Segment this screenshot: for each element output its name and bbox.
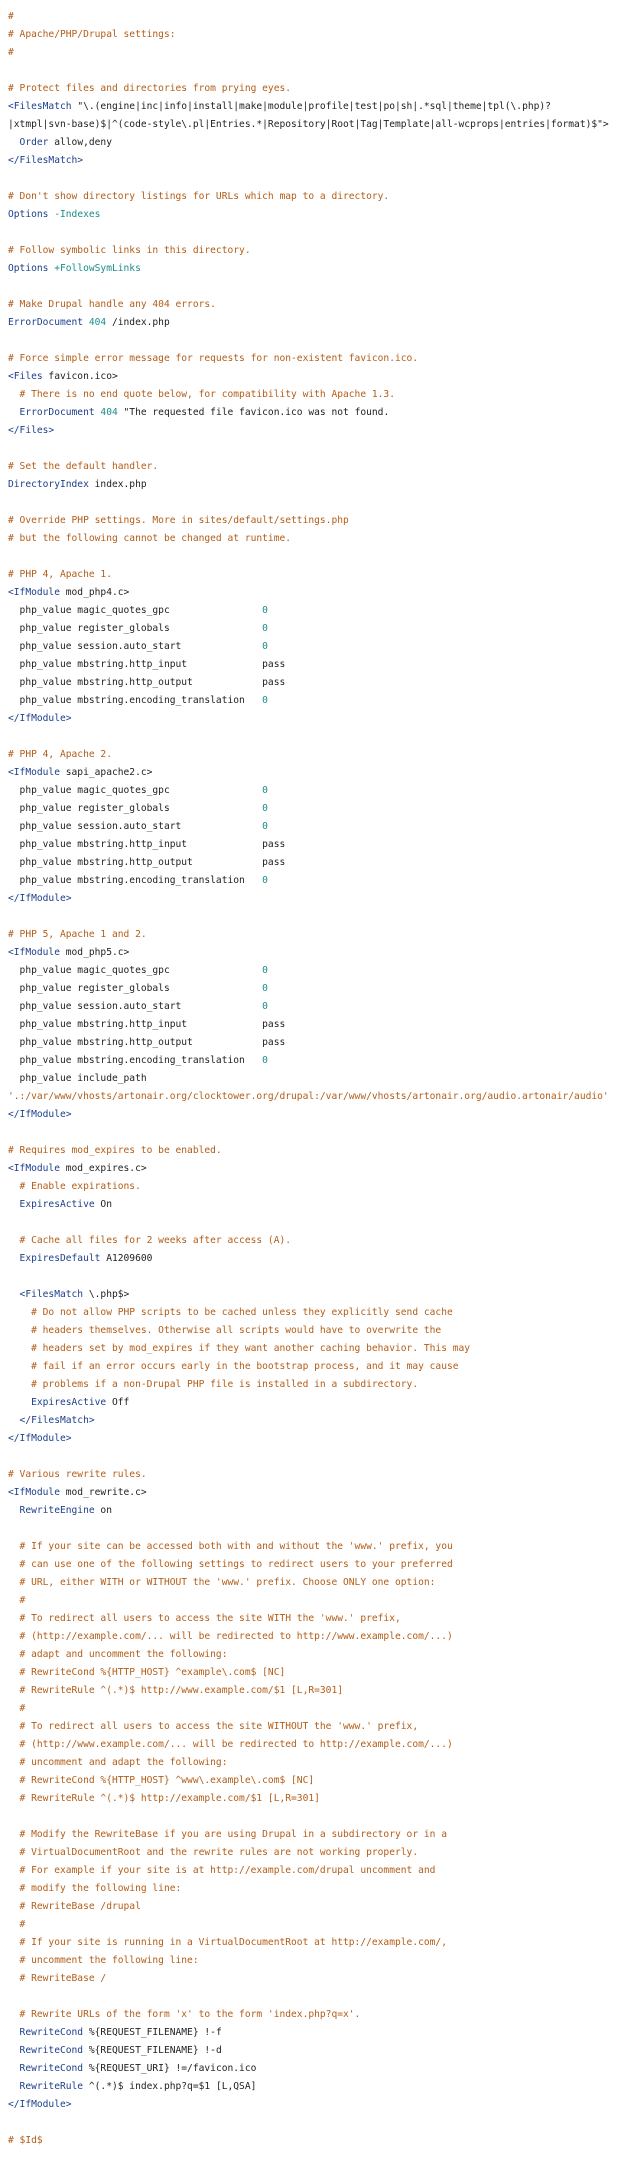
directive-keyword: </FilesMatch> — [8, 1415, 95, 1426]
code-line — [8, 1970, 638, 1988]
code-line — [8, 1916, 638, 1934]
code-line — [8, 1484, 638, 1502]
directive-keyword: </Files> — [8, 425, 55, 436]
comment-text: # There is no end quote below, for compatibility with Apache 1.3. — [8, 389, 395, 400]
code-line — [8, 1196, 638, 1214]
comment-text: # can use one of the following settings to redirect users to your preferred — [8, 1559, 453, 1570]
comment-text: # PHP 4, Apache 1. — [8, 569, 112, 580]
code-text: php_value magic_quotes_gpc — [8, 785, 263, 796]
comment-text: # adapt and uncomment the following: — [8, 1649, 228, 1660]
directive-keyword: <IfModule — [8, 1487, 60, 1498]
comment-text: # PHP 4, Apache 2. — [8, 749, 112, 760]
code-line — [8, 1898, 638, 1916]
code-line — [8, 2060, 638, 2078]
code-line — [8, 2006, 638, 2024]
directive-keyword: </IfModule> — [8, 1433, 72, 1444]
code-line — [8, 1106, 638, 1124]
code-text: php_value mbstring.http_output pass — [8, 857, 286, 868]
comment-text: # — [8, 1919, 26, 1930]
code-line — [8, 908, 638, 926]
code-line — [8, 872, 638, 890]
code-text: |xtmpl|svn-base)$|^(code-style\.pl|Entries.*|Repository|Root|Tag|Template|all-wcprops|entries|format)$"> — [8, 119, 609, 130]
code-line — [8, 530, 638, 548]
code-text: %{REQUEST_FILENAME} !-d — [83, 2045, 222, 2056]
directive-keyword: </FilesMatch> — [8, 155, 84, 166]
code-line — [8, 1610, 638, 1628]
comment-text: # Force simple error message for requests for non-existent favicon.ico. — [8, 353, 419, 364]
code-line — [8, 386, 638, 404]
code-line — [8, 1304, 638, 1322]
value-token: 0 — [262, 641, 268, 652]
htaccess-code-block — [8, 8, 638, 2150]
comment-text: # Cache all files for 2 weeks after access (A). — [8, 1235, 292, 1246]
code-text: sapi_apache2.c> — [59, 767, 153, 778]
code-line — [8, 1214, 638, 1232]
code-line — [8, 1250, 638, 1268]
directive-keyword: </IfModule> — [8, 2099, 72, 2110]
directive-keyword: RewriteCond — [8, 2045, 84, 2056]
comment-text: # RewriteCond %{HTTP_HOST} ^example\.com$ [NC] — [8, 1667, 286, 1678]
code-text: %{REQUEST_FILENAME} !-f — [83, 2027, 222, 2038]
code-text: mod_rewrite.c> — [59, 1487, 147, 1498]
code-line — [8, 1988, 638, 2006]
code-text: mod_expires.c> — [59, 1163, 147, 1174]
directive-keyword: Options — [8, 263, 49, 274]
code-line — [8, 2078, 638, 2096]
comment-text: # Apache/PHP/Drupal settings: — [8, 29, 176, 40]
code-line — [8, 2114, 638, 2132]
code-text: php_value session.auto_start — [8, 1001, 263, 1012]
comment-text: # Various rewrite rules. — [8, 1469, 147, 1480]
code-text: php_value mbstring.encoding_translation — [8, 695, 263, 706]
directive-keyword: <FilesMatch — [8, 1289, 84, 1300]
code-line — [8, 818, 638, 836]
value-token: 0 — [262, 983, 268, 994]
code-line — [8, 728, 638, 746]
directive-keyword: RewriteCond — [8, 2063, 84, 2074]
code-line — [8, 620, 638, 638]
comment-text: # RewriteCond %{HTTP_HOST} ^www\.example\.com$ [NC] — [8, 1775, 315, 1786]
code-text: php_value include_path — [8, 1073, 147, 1084]
code-line — [8, 1646, 638, 1664]
comment-text: # uncomment and adapt the following: — [8, 1757, 228, 1768]
directive-keyword: </IfModule> — [8, 893, 72, 904]
code-line — [8, 656, 638, 674]
directive-keyword: <IfModule — [8, 1163, 60, 1174]
code-line — [8, 1808, 638, 1826]
code-text: Off — [106, 1397, 130, 1408]
comment-text: # RewriteRule ^(.*)$ http://www.example.com/$1 [L,R=301] — [8, 1685, 344, 1696]
directive-keyword: <IfModule — [8, 767, 60, 778]
comment-text: # PHP 5, Apache 1 and 2. — [8, 929, 147, 940]
code-line — [8, 1124, 638, 1142]
code-line — [8, 8, 638, 26]
comment-text: '.:/var/www/vhosts/artonair.org/clocktower.org/drupal:/var/www/vhosts/artonair.org/audio.artonair/audio' — [8, 1091, 609, 1102]
comment-text: # If your site can be accessed both with and without the 'www.' prefix, you — [8, 1541, 453, 1552]
code-line — [8, 1754, 638, 1772]
code-line — [8, 1088, 638, 1106]
directive-keyword: <Files — [8, 371, 43, 382]
value-token: 0 — [262, 803, 268, 814]
code-line — [8, 2096, 638, 2114]
code-line — [8, 548, 638, 566]
directive-keyword: <IfModule — [8, 947, 60, 958]
code-line — [8, 710, 638, 728]
code-text: on — [94, 1505, 112, 1516]
comment-text: # headers set by mod_expires if they want another caching behavior. This may — [8, 1343, 471, 1354]
code-line — [8, 1448, 638, 1466]
comment-text: # Override PHP settings. More in sites/default/settings.php — [8, 515, 349, 526]
code-line — [8, 926, 638, 944]
code-line — [8, 170, 638, 188]
code-line — [8, 206, 638, 224]
comment-text: # $Id$ — [8, 2135, 43, 2146]
value-token: 0 — [262, 1001, 268, 1012]
code-line — [8, 566, 638, 584]
code-line — [8, 314, 638, 332]
code-line — [8, 1394, 638, 1412]
value-token: -Indexes — [48, 209, 101, 220]
value-token: +FollowSymLinks — [48, 263, 141, 274]
code-line — [8, 1502, 638, 1520]
code-text: php_value register_globals — [8, 983, 263, 994]
code-line — [8, 1034, 638, 1052]
code-line — [8, 962, 638, 980]
code-text: "The requested file favicon.ico was not found. — [117, 407, 390, 418]
code-line — [8, 2042, 638, 2060]
comment-text: # If your site is running in a VirtualDocumentRoot at http://example.com/, — [8, 1937, 447, 1948]
comment-text: # Do not allow PHP scripts to be cached unless they explicitly send cache — [8, 1307, 453, 1318]
code-text: php_value mbstring.http_input pass — [8, 659, 286, 670]
comment-text: # modify the following line: — [8, 1883, 182, 1894]
comment-text: # Enable expirations. — [8, 1181, 141, 1192]
code-line — [8, 98, 638, 116]
comment-text: # To redirect all users to access the site WITHOUT the 'www.' prefix, — [8, 1721, 419, 1732]
directive-keyword: Order — [8, 137, 49, 148]
value-token: 0 — [262, 785, 268, 796]
value-token: 0 — [262, 605, 268, 616]
code-line — [8, 764, 638, 782]
directive-keyword: </IfModule> — [8, 713, 72, 724]
code-line — [8, 404, 638, 422]
directive-keyword: RewriteEngine — [8, 1505, 95, 1516]
comment-text: # — [8, 47, 14, 58]
code-line — [8, 980, 638, 998]
code-line — [8, 260, 638, 278]
code-text: A1209600 — [100, 1253, 153, 1264]
code-text: favicon.ico> — [42, 371, 118, 382]
value-token: 0 — [262, 1055, 268, 1066]
directive-keyword: ErrorDocument — [8, 317, 84, 328]
code-line — [8, 1142, 638, 1160]
code-line — [8, 1322, 638, 1340]
code-line — [8, 2024, 638, 2042]
code-line — [8, 1412, 638, 1430]
code-line — [8, 1286, 638, 1304]
code-text: php_value mbstring.http_output pass — [8, 677, 286, 688]
comment-text: # (http://example.com/... will be redirected to http://www.example.com/...) — [8, 1631, 453, 1642]
value-token: 0 — [262, 965, 268, 976]
directive-keyword: ExpiresDefault — [8, 1253, 101, 1264]
comment-text: # Requires mod_expires to be enabled. — [8, 1145, 222, 1156]
code-line — [8, 458, 638, 476]
code-text: php_value mbstring.http_output pass — [8, 1037, 286, 1048]
code-line — [8, 152, 638, 170]
code-line — [8, 368, 638, 386]
code-line — [8, 1070, 638, 1088]
code-line — [8, 62, 638, 80]
code-line — [8, 494, 638, 512]
code-line — [8, 278, 638, 296]
value-token: 404 — [83, 317, 107, 328]
code-line — [8, 476, 638, 494]
code-line — [8, 1844, 638, 1862]
comment-text: # Modify the RewriteBase if you are using Drupal in a subdirectory or in a — [8, 1829, 447, 1840]
code-text: php_value magic_quotes_gpc — [8, 605, 263, 616]
code-line — [8, 1664, 638, 1682]
code-text: php_value magic_quotes_gpc — [8, 965, 263, 976]
code-line — [8, 224, 638, 242]
code-line — [8, 1772, 638, 1790]
code-text: mod_php4.c> — [59, 587, 130, 598]
comment-text: # Make Drupal handle any 404 errors. — [8, 299, 216, 310]
code-line — [8, 1016, 638, 1034]
code-line — [8, 674, 638, 692]
comment-text: # fail if an error occurs early in the bootstrap process, and it may cause — [8, 1361, 459, 1372]
code-text: ^(.*)$ index.php?q=$1 [L,QSA] — [83, 2081, 257, 2092]
code-text: php_value mbstring.http_input pass — [8, 839, 286, 850]
comment-text: # Rewrite URLs of the form 'x' to the form 'index.php?q=x'. — [8, 2009, 361, 2020]
comment-text: # RewriteBase /drupal — [8, 1901, 141, 1912]
comment-text: # Protect files and directories from prying eyes. — [8, 83, 292, 94]
comment-text: # uncomment the following line: — [8, 1955, 199, 1966]
code-text: allow,deny — [48, 137, 112, 148]
code-line — [8, 1538, 638, 1556]
code-text: php_value session.auto_start — [8, 641, 263, 652]
code-line — [8, 2132, 638, 2150]
code-text: php_value register_globals — [8, 623, 263, 634]
code-line — [8, 1178, 638, 1196]
code-line — [8, 890, 638, 908]
code-line — [8, 1160, 638, 1178]
code-line — [8, 692, 638, 710]
code-line — [8, 602, 638, 620]
comment-text: # Set the default handler. — [8, 461, 159, 472]
directive-keyword: </IfModule> — [8, 1109, 72, 1120]
code-text: %{REQUEST_URI} !=/favicon.ico — [83, 2063, 257, 2074]
value-token: 0 — [262, 875, 268, 886]
code-line — [8, 1862, 638, 1880]
code-text: \.php$> — [83, 1289, 130, 1300]
code-line — [8, 800, 638, 818]
code-line — [8, 1466, 638, 1484]
code-line — [8, 1376, 638, 1394]
code-line — [8, 1880, 638, 1898]
code-line — [8, 1556, 638, 1574]
code-line — [8, 854, 638, 872]
comment-text: # VirtualDocumentRoot and the rewrite rules are not working properly. — [8, 1847, 419, 1858]
code-text: php_value register_globals — [8, 803, 263, 814]
code-line — [8, 350, 638, 368]
code-line — [8, 1826, 638, 1844]
value-token: 0 — [262, 623, 268, 634]
code-line — [8, 836, 638, 854]
code-text: php_value mbstring.encoding_translation — [8, 875, 263, 886]
code-text: /index.php — [106, 317, 170, 328]
code-line — [8, 26, 638, 44]
code-line — [8, 944, 638, 962]
code-line — [8, 1934, 638, 1952]
code-line — [8, 422, 638, 440]
code-line — [8, 1628, 638, 1646]
code-text: On — [94, 1199, 112, 1210]
comment-text: # Don't show directory listings for URLs which map to a directory. — [8, 191, 390, 202]
code-line — [8, 1052, 638, 1070]
directive-keyword: ErrorDocument — [8, 407, 95, 418]
comment-text: # URL, either WITH or WITHOUT the 'www.' prefix. Choose ONLY one option: — [8, 1577, 436, 1588]
value-token: 404 — [94, 407, 118, 418]
directive-keyword: Options — [8, 209, 49, 220]
comment-text: # RewriteBase / — [8, 1973, 107, 1984]
code-line — [8, 1790, 638, 1808]
code-line — [8, 242, 638, 260]
code-line — [8, 638, 638, 656]
code-line — [8, 188, 638, 206]
code-line — [8, 584, 638, 602]
directive-keyword: DirectoryIndex — [8, 479, 89, 490]
code-line — [8, 746, 638, 764]
code-text: php_value session.auto_start — [8, 821, 263, 832]
code-text: php_value mbstring.http_input pass — [8, 1019, 286, 1030]
code-line — [8, 512, 638, 530]
directive-keyword: <IfModule — [8, 587, 60, 598]
code-line — [8, 1574, 638, 1592]
code-line — [8, 1682, 638, 1700]
code-text: php_value mbstring.encoding_translation — [8, 1055, 263, 1066]
code-line — [8, 1592, 638, 1610]
code-line — [8, 332, 638, 350]
code-line — [8, 134, 638, 152]
code-line — [8, 1736, 638, 1754]
comment-text: # — [8, 1703, 26, 1714]
code-line — [8, 782, 638, 800]
code-line — [8, 998, 638, 1016]
comment-text: # problems if a non-Drupal PHP file is installed in a subdirectory. — [8, 1379, 419, 1390]
value-token: 0 — [262, 695, 268, 706]
directive-keyword: RewriteRule — [8, 2081, 84, 2092]
code-line — [8, 1268, 638, 1286]
code-text: index.php — [88, 479, 147, 490]
code-line — [8, 1700, 638, 1718]
comment-text: # RewriteRule ^(.*)$ http://example.com/$1 [L,R=301] — [8, 1793, 320, 1804]
comment-text: # but the following cannot be changed at runtime. — [8, 533, 292, 544]
comment-text: # Follow symbolic links in this directory. — [8, 245, 251, 256]
code-line — [8, 1358, 638, 1376]
code-line — [8, 1340, 638, 1358]
code-line — [8, 1520, 638, 1538]
code-text: "\.(engine|inc|info|install|make|module|profile|test|po|sh|.*sql|theme|tpl(\.php)? — [71, 101, 551, 112]
code-line — [8, 296, 638, 314]
code-text: mod_php5.c> — [59, 947, 130, 958]
directive-keyword: ExpiresActive — [8, 1199, 95, 1210]
comment-text: # headers themselves. Otherwise all scripts would have to overwrite the — [8, 1325, 442, 1336]
comment-text: # — [8, 1595, 26, 1606]
code-line — [8, 80, 638, 98]
comment-text: # (http://www.example.com/... will be redirected to http://example.com/...) — [8, 1739, 453, 1750]
directive-keyword: <FilesMatch — [8, 101, 72, 112]
code-line — [8, 1430, 638, 1448]
directive-keyword: RewriteCond — [8, 2027, 84, 2038]
directive-keyword: ExpiresActive — [8, 1397, 107, 1408]
code-line — [8, 440, 638, 458]
code-line — [8, 1952, 638, 1970]
value-token: 0 — [262, 821, 268, 832]
comment-text: # To redirect all users to access the site WITH the 'www.' prefix, — [8, 1613, 401, 1624]
code-line — [8, 116, 638, 134]
comment-text: # — [8, 11, 14, 22]
code-line — [8, 1232, 638, 1250]
code-line — [8, 44, 638, 62]
code-line — [8, 1718, 638, 1736]
comment-text: # For example if your site is at http://example.com/drupal uncomment and — [8, 1865, 436, 1876]
